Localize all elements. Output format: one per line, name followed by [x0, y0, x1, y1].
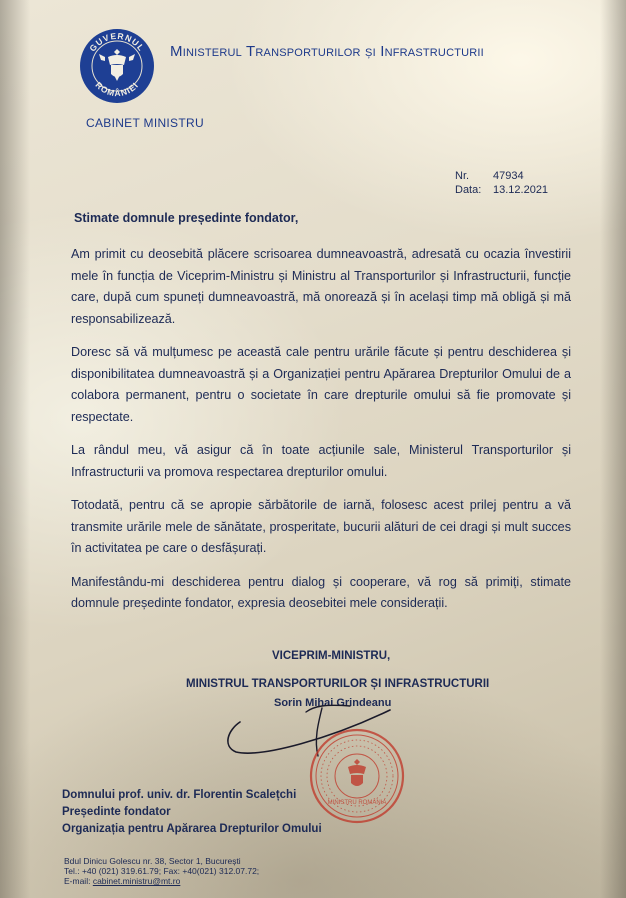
nr-value: 47934 — [493, 170, 524, 182]
government-seal-icon — [78, 27, 156, 105]
footer-email-label: E-mail: — [64, 876, 91, 886]
nr-label: Nr. — [455, 170, 470, 182]
paragraph-5: Manifestându-mi deschiderea pentru dialog și cooperare, vă rog să primiți, stimate domnule președinte fondator, expresia deosebitei mele considerații. — [71, 574, 571, 610]
ministry-name: Ministerul Transporturilor și Infrastructurii — [170, 43, 484, 60]
cabinet-label: CABINET MINISTRU — [86, 116, 204, 130]
footer-address: Bdul Dinicu Golescu nr. 38, Sector 1, București — [64, 856, 241, 866]
addressee-line-2: Președinte fondator — [62, 806, 171, 818]
date-label: Data: — [455, 184, 482, 196]
addressee-block — [62, 787, 322, 838]
page-shadow-left — [0, 0, 30, 898]
addressee-line-1: Domnului prof. univ. dr. Florentin Scalețchi — [62, 789, 297, 801]
reference-block — [455, 169, 548, 197]
paragraph-4: Totodată, pentru că se apropie sărbătorile de iarnă, folosesc acest prilej pentru a vă transmite urările mele de sănătate, prosperitate, bucurii alături de cei dragi și mult succes în activitatea pe care o desfășurați. — [71, 498, 571, 555]
page-shadow-right — [600, 0, 626, 898]
footer-contact — [64, 856, 259, 886]
letter-body — [71, 244, 571, 627]
svg-text:GUVERNUL: GUVERNUL — [87, 30, 147, 54]
salutation: Stimate domnule președinte fondator, — [74, 211, 299, 225]
stamp-text: MINISTRU ROMÂNIA — [327, 800, 387, 806]
paragraph-2: Doresc să vă mulțumesc pe această cale pentru urările făcute și pentru deschiderea și disponibilitatea dumneavoastră și a Organizației pentru Apărarea Drepturilor Omului de a colabora permanent, pentru o societate în care drepturile omului să fie promovate și respectate. — [71, 345, 571, 424]
svg-text:ROMÂNIEI: ROMÂNIEI — [93, 79, 141, 99]
signatory-office: MINISTRUL TRANSPORTURILOR ȘI INFRASTRUCTURII — [186, 678, 490, 690]
official-stamp-icon — [308, 727, 406, 825]
signatory-title: VICEPRIM-MINISTRU, — [272, 650, 391, 662]
footer-email-link[interactable]: cabinet.ministru@mt.ro — [92, 876, 181, 886]
signatory-name: Sorin Mihai Grindeanu — [274, 697, 392, 709]
footer-phone: Tel.: +40 (021) 319.61.79; Fax: +40(021) 312.07.72; — [64, 866, 260, 876]
paragraph-1: Am primit cu deosebită plăcere scrisoarea dumneavoastră, adresată cu ocazia învestirii mele în funcția de Viceprim-Ministru și Ministru al Transporturilor și Infrastructurii, funcție care, după cum spuneți dumneavoastră, mă onorează și în același timp mă obligă și mă responsabilizează. — [71, 247, 571, 326]
addressee-line-3: Organizația pentru Apărarea Drepturilor Omului — [62, 823, 322, 835]
date-value: 13.12.2021 — [493, 184, 549, 196]
paragraph-3: La rândul meu, vă asigur că în toate acțiunile sale, Ministerul Transporturilor și Infrastructurii va promova respectarea drepturilor omului. — [71, 443, 571, 479]
